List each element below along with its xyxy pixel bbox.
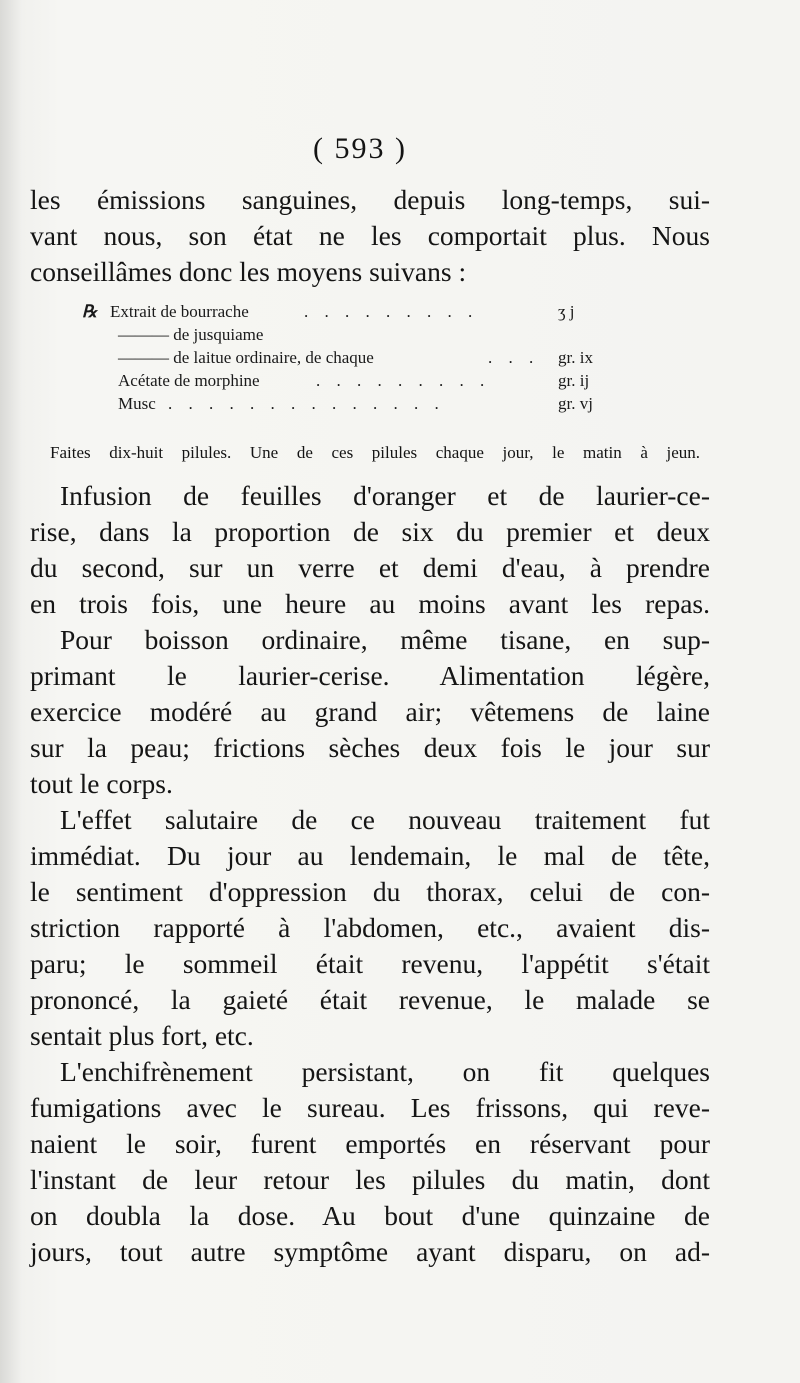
text-line: sentait plus fort, etc. — [30, 1020, 254, 1051]
item-dots: . . . . . . . . . . . . . . — [168, 394, 445, 413]
text-line: l'instant de leur retour les pilules du matin, dont — [30, 1164, 710, 1195]
prescription-instruction: Faites dix-huit pilules. Une de ces pilules chaque jour, le matin à jeun. — [50, 443, 700, 462]
text-line: naient le soir, furent emportés en réservant pour — [30, 1128, 710, 1159]
item-quantity: gr. ix — [558, 348, 593, 367]
prescription — [48, 300, 708, 415]
intro-paragraph — [30, 182, 710, 290]
text-line: sur la peau; frictions sèches deux fois le jour sur — [30, 732, 710, 763]
body-text — [30, 478, 710, 1270]
item-quantity: ʒ j — [558, 302, 575, 321]
prescription-item — [48, 323, 708, 346]
item-name: Musc — [118, 394, 156, 413]
prescription-item — [48, 346, 708, 369]
text-line: le sentiment d'oppression du thorax, celui de con- — [30, 876, 710, 907]
text-line: striction rapporté à l'abdomen, etc., avaient dis- — [30, 912, 710, 943]
text-line: tout le corps. — [30, 768, 173, 799]
item-name: Extrait de bourrache — [110, 302, 249, 321]
item-name: Acétate de morphine — [118, 371, 260, 390]
text-line: on doubla la dose. Au bout d'une quinzaine de — [30, 1200, 710, 1231]
item-name: ——— de laitue ordinaire, de chaque — [118, 348, 374, 367]
text-line: L'effet salutaire de ce nouveau traitement fut — [60, 804, 710, 835]
text-line: jours, tout autre symptôme ayant disparu, on ad- — [30, 1236, 710, 1267]
text-line: les émissions sanguines, depuis long-temps, sui- — [30, 184, 710, 215]
page-number: ( 593 ) — [313, 132, 407, 165]
text-line: en trois fois, une heure au moins avant les repas. — [30, 588, 710, 619]
prescription-item — [48, 369, 708, 392]
text-line: fumigations avec le sureau. Les frissons, qui reve- — [30, 1092, 710, 1123]
recipe-symbol: ℞ — [82, 302, 98, 321]
text-line: L'enchifrènement persistant, on fit quelques — [60, 1056, 710, 1087]
text-line: paru; le sommeil était revenu, l'appétit s'était — [30, 948, 710, 979]
prescription-item — [48, 392, 708, 415]
item-dots: . . . — [488, 348, 540, 367]
text-line: conseillâmes donc les moyens suivans : — [30, 256, 467, 287]
item-dots: . . . . . . . . . — [304, 302, 479, 321]
text-line: Pour boisson ordinaire, même tisane, en sup- — [60, 624, 710, 655]
text-line: rise, dans la proportion de six du premier et deux — [30, 516, 710, 547]
item-quantity: gr. vj — [558, 394, 593, 413]
item-dots: . . . . . . . . . — [316, 371, 491, 390]
item-name: ——— de jusquiame — [118, 325, 264, 344]
text-line: exercice modéré au grand air; vêtemens de laine — [30, 696, 710, 727]
text-line: primant le laurier-cerise. Alimentation légère, — [30, 660, 710, 691]
text-line: immédiat. Du jour au lendemain, le mal de tête, — [30, 840, 710, 871]
text-line: vant nous, son état ne les comportait plus. Nous — [30, 220, 710, 251]
prescription-item — [48, 300, 708, 323]
text-line: Infusion de feuilles d'oranger et de laurier-ce- — [60, 480, 710, 511]
text-line: prononcé, la gaieté était revenue, le malade se — [30, 984, 710, 1015]
item-quantity: gr. ij — [558, 371, 590, 390]
text-line: du second, sur un verre et demi d'eau, à prendre — [30, 552, 710, 583]
